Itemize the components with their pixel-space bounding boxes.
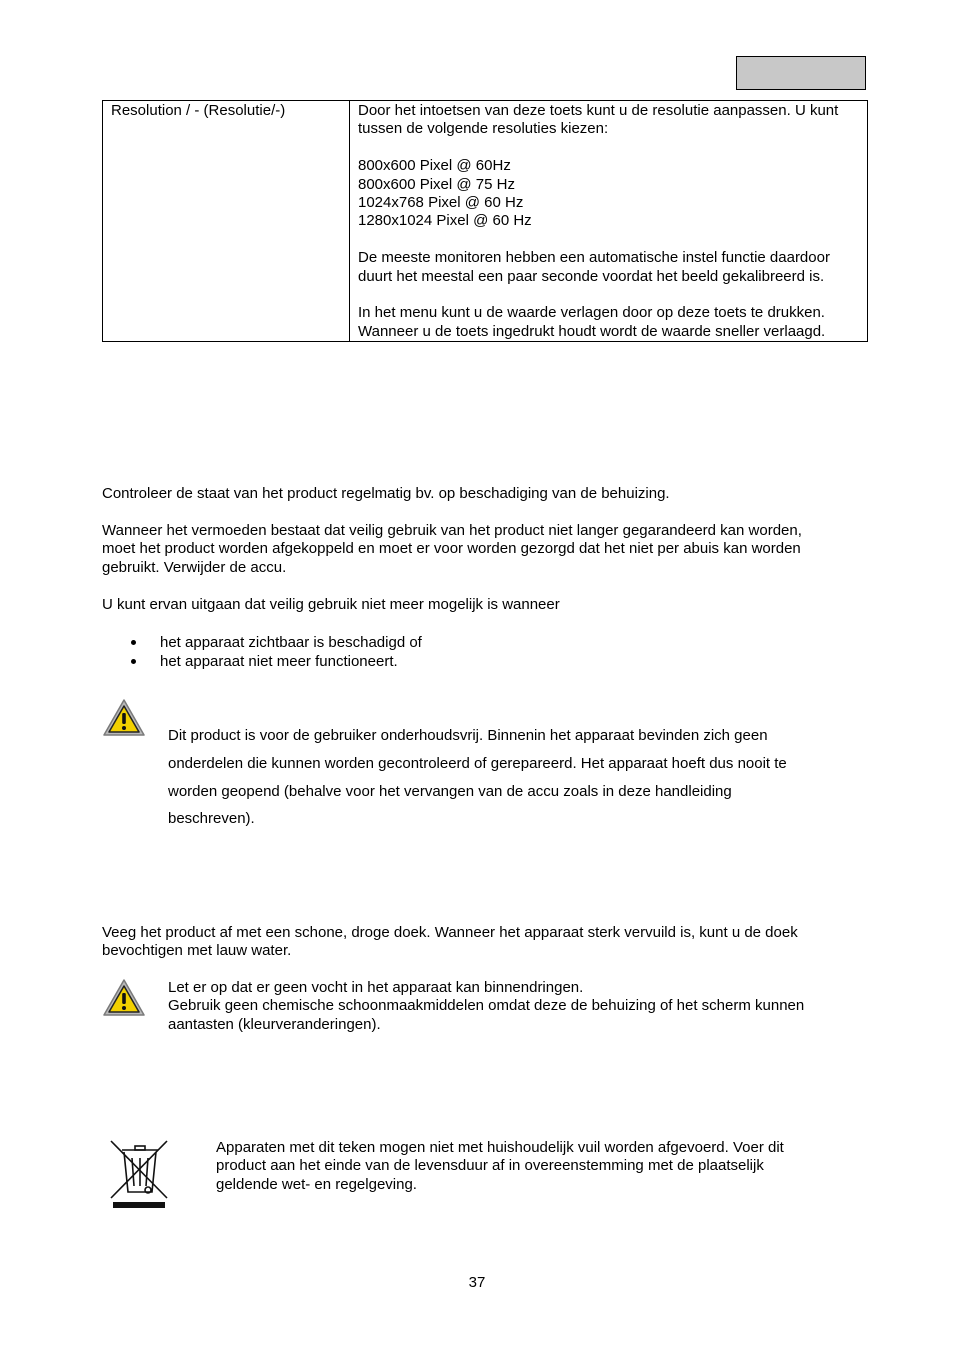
disposal-text: [216, 1139, 784, 1194]
cleaning-warning-text: [168, 979, 804, 1034]
text-line: product aan het einde van de levensduur af in overeenstemming met de plaatselijk: [216, 1157, 764, 1175]
resolution-line: 800x600 Pixel @ 75 Hz: [358, 175, 515, 193]
condition-list: [102, 633, 422, 671]
table-cell-description: [350, 101, 868, 342]
text-line: Veeg het product af met een schone, droge doek. Wanneer het apparaat sterk vervuild is, kunt u de doek: [102, 924, 798, 941]
text-line: gebruikt. Verwijder de accu.: [102, 558, 287, 576]
text-line: moet het product worden afgekoppeld en moet er voor worden gezorgd dat het niet per abuis kan worden: [102, 540, 801, 558]
page-number: 37: [468, 1274, 486, 1291]
list-item-text: het apparaat niet meer functioneert.: [160, 653, 398, 670]
text-line: aantasten (kleurveranderingen).: [168, 1015, 381, 1033]
maintenance-paragraph-1: Controleer de staat van het product regelmatig bv. op beschadiging van de behuizing.: [102, 485, 670, 502]
table-cell-label: [103, 101, 350, 342]
list-item: [102, 652, 422, 671]
maintenance-paragraph-2: [102, 522, 802, 577]
text-line: beschreven).: [168, 810, 255, 828]
list-item: [102, 633, 422, 652]
list-item-text: het apparaat zichtbaar is beschadigd of: [160, 634, 422, 651]
text-line: Dit product is voor de gebruiker onderhoudsvrij. Binnenin het apparaat bevinden zich geen: [168, 727, 768, 744]
text-line: Wanneer het vermoeden bestaat dat veilig gebruik van het product niet langer gegarandeerd kan worden,: [102, 522, 802, 539]
desc-intro: Door het intoetsen van deze toets kunt u de resolutie aanpassen. U kunt tussen de volgende resoluties kiezen:: [358, 102, 839, 138]
bullet-icon: [131, 659, 136, 664]
settings-table: [102, 100, 868, 342]
desc-menu: In het menu kunt u de waarde verlagen door op deze toets te drukken. Wanneer u de toets ingedrukt houdt wordt de waarde sneller verlaagd.: [358, 304, 826, 340]
text-line: onderdelen die kunnen worden gecontroleerd of gerepareerd. Het apparaat hoeft dus nooit te: [168, 754, 787, 772]
text-line: bevochtigen met lauw water.: [102, 942, 292, 960]
text-line: geldende wet- en regelgeving.: [216, 1175, 417, 1193]
desc-auto: De meeste monitoren hebben een automatische instel functie daardoor duurt het meestal een paar seconde voordat het beeld gekalibreerd is.: [358, 249, 830, 285]
text-line: worden geopend (behalve voor het vervangen van de accu zoals in deze handleiding: [168, 782, 732, 800]
language-tab-box: [736, 56, 866, 90]
warning-triangle-icon: [102, 698, 146, 738]
table-row: [103, 101, 868, 342]
resolution-line: 800x600 Pixel @ 60Hz: [358, 157, 511, 175]
resolution-line: 1280x1024 Pixel @ 60 Hz: [358, 212, 532, 230]
text-line: Gebruik geen chemische schoonmaakmiddelen omdat deze de behuizing of het scherm kunnen: [168, 997, 805, 1015]
text-line: Apparaten met dit teken mogen niet met huishoudelijk vuil worden afgevoerd. Voer dit: [216, 1139, 784, 1156]
maintenance-warning-text: [168, 722, 787, 833]
bullet-icon: [131, 640, 136, 645]
warning-triangle-icon: [102, 978, 146, 1018]
row-label: Resolution / - (Resolutie/-): [111, 102, 286, 119]
crossed-out-bin-icon: [108, 1138, 170, 1210]
cleaning-paragraph: [102, 924, 798, 961]
text-line: Let er op dat er geen vocht in het apparaat kan binnendringen.: [168, 979, 584, 996]
resolution-line: 1024x768 Pixel @ 60 Hz: [358, 194, 524, 212]
maintenance-paragraph-3: U kunt ervan uitgaan dat veilig gebruik niet meer mogelijk is wanneer: [102, 596, 560, 613]
